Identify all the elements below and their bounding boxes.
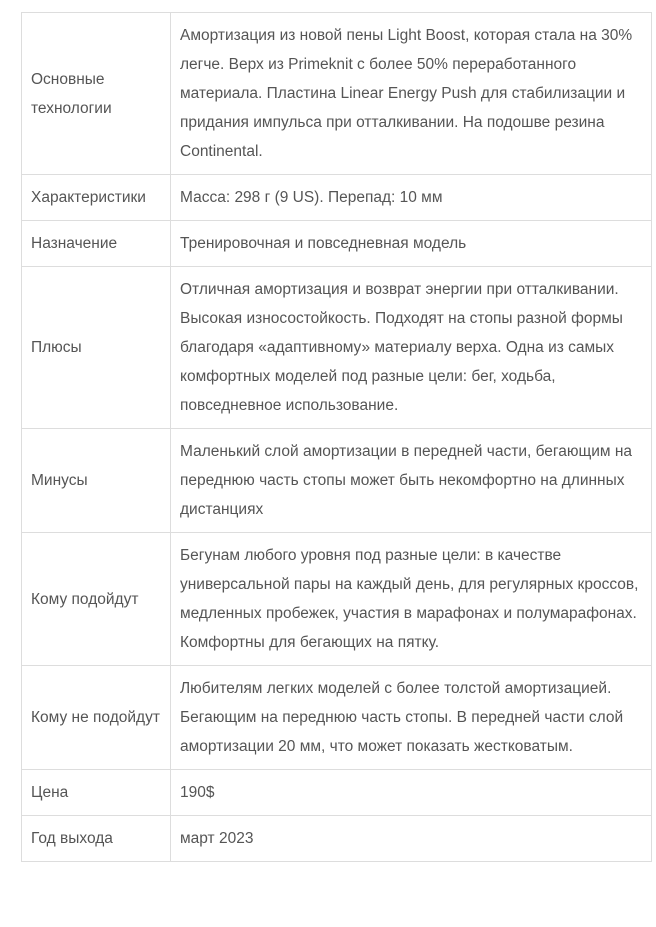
table-row bbox=[22, 666, 652, 770]
row-value-cons: Маленький слой амортизации в передней части, бегающим на переднюю часть стопы может быть некомфортно на длинных дистанциях bbox=[171, 429, 652, 533]
row-value-suitable-for: Бегунам любого уровня под разные цели: в качестве универсальной пары на каждый день, для регулярных кроссов, медленных пробежек, участия в марафонах и полумарафонах. Комфортны для бегающих на пятку. bbox=[171, 533, 652, 666]
row-label-release-year: Год выхода bbox=[22, 816, 171, 862]
row-label-purpose: Назначение bbox=[22, 221, 171, 267]
row-label-technologies: Основные технологии bbox=[22, 13, 171, 175]
table-row bbox=[22, 533, 652, 666]
row-value-specs: Масса: 298 г (9 US). Перепад: 10 мм bbox=[171, 175, 652, 221]
row-value-technologies: Амортизация из новой пены Light Boost, которая стала на 30% легче. Верх из Primeknit с более 50% переработанного материала. Пластина Linear Energy Push для стабилизации и придания импульса при отталкивании. На подошве резина Continental. bbox=[171, 13, 652, 175]
row-value-not-suitable-for: Любителям легких моделей с более толстой амортизацией. Бегающим на переднюю часть стопы. В передней части слой амортизации 20 мм, что может показать жестковатым. bbox=[171, 666, 652, 770]
row-label-not-suitable-for: Кому не подойдут bbox=[22, 666, 171, 770]
table-row bbox=[22, 267, 652, 429]
row-label-price: Цена bbox=[22, 770, 171, 816]
row-value-purpose: Тренировочная и повседневная модель bbox=[171, 221, 652, 267]
row-label-suitable-for: Кому подойдут bbox=[22, 533, 171, 666]
row-value-price: 190$ bbox=[171, 770, 652, 816]
row-label-pros: Плюсы bbox=[22, 267, 171, 429]
table-row bbox=[22, 770, 652, 816]
table-row bbox=[22, 175, 652, 221]
row-value-pros: Отличная амортизация и возврат энергии при отталкивании. Высокая износостойкость. Подходят на стопы разной формы благодаря «адаптивному» материалу верха. Одна из самых комфортных моделей под разные цели: бег, ходьба, повседневное использование. bbox=[171, 267, 652, 429]
table-row bbox=[22, 221, 652, 267]
spec-table bbox=[21, 12, 652, 862]
row-value-release-year: март 2023 bbox=[171, 816, 652, 862]
row-label-specs: Характеристики bbox=[22, 175, 171, 221]
table-row bbox=[22, 429, 652, 533]
table-row bbox=[22, 816, 652, 862]
row-label-cons: Минусы bbox=[22, 429, 171, 533]
table-row bbox=[22, 13, 652, 175]
